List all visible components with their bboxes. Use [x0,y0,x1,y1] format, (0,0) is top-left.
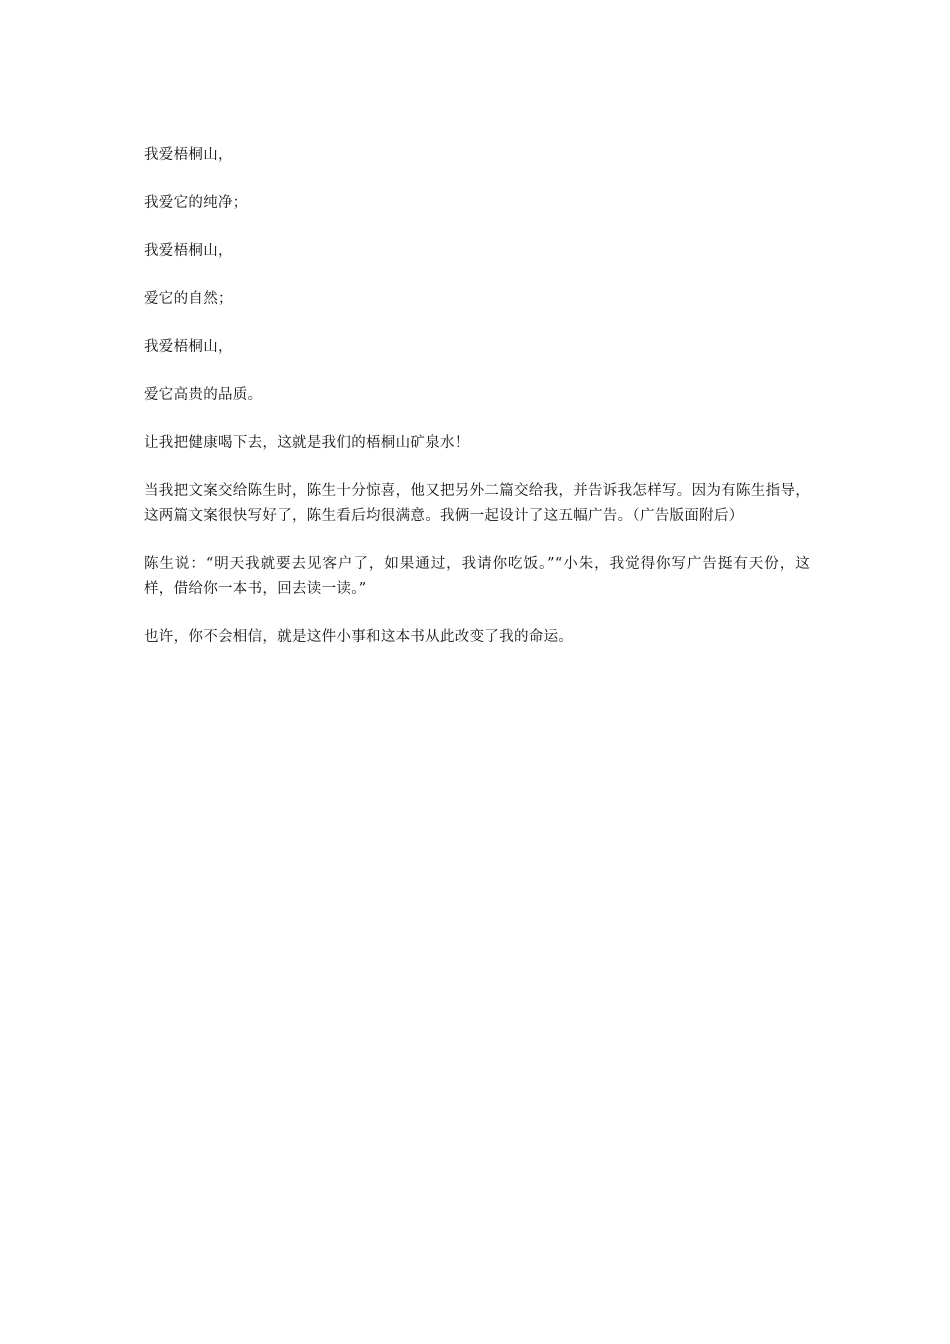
poem-line-3: 我爱梧桐山， [144,243,233,259]
poem-line-6: 爱它高贵的品质。 [144,387,263,403]
poem-line-5: 我爱梧桐山， [144,339,233,355]
poem-line-2: 我爱它的纯净； [144,195,248,211]
narrative-paragraph-3: 也许，你不会相信，就是这件小事和这本书从此改变了我的命运。 [144,629,574,645]
slogan-paragraph: 让我把健康喝下去，这就是我们的梧桐山矿泉水！ [144,435,470,451]
narrative-paragraph-2: 陈生说：“明天我就要去见客户了，如果通过，我请你吃饭。”“小朱，我觉得你写广告挺有天份，这样，借给你一本书，回去读一读。” [144,556,810,597]
narrative-paragraph-1: 当我把文案交给陈生时，陈生十分惊喜，他又把另外二篇交给我，并告诉我怎样写。因为有陈生指导，这两篇文案很快写好了，陈生看后均很满意。我俩一起设计了这五幅广告。（广告版面附后） [144,483,810,524]
document-body [144,143,810,673]
poem-line-1: 我爱梧桐山， [144,147,233,163]
poem-line-4: 爱它的自然； [144,291,233,307]
